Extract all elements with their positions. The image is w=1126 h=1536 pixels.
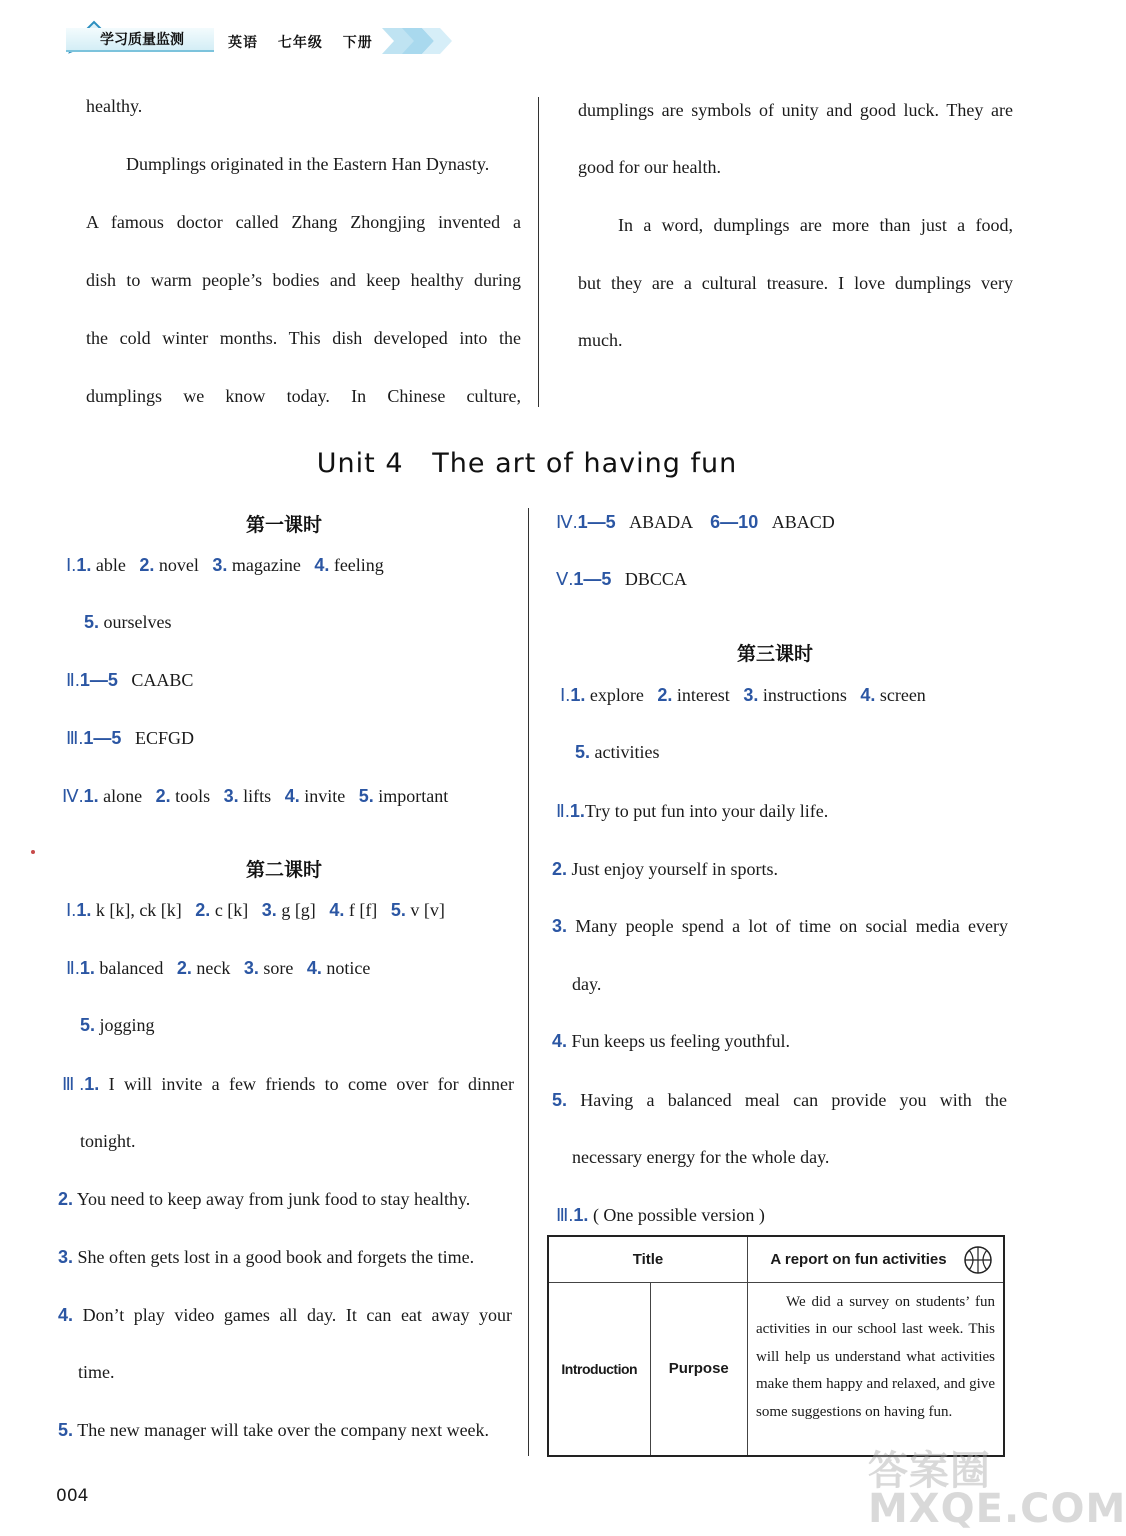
unit-title: Unit 4 The art of having fun — [316, 448, 738, 479]
stray-dot — [31, 850, 35, 854]
table-header-title: Title — [548, 1236, 748, 1282]
answer-line: 5. activities — [575, 742, 660, 762]
answer-line: Ⅴ.1—5 DBCCA — [556, 569, 687, 589]
answer-line: 4. Fun keeps us feeling youthful. — [552, 1031, 790, 1051]
answer-line: time. — [78, 1362, 115, 1382]
passage-line: the cold winter months. This dish developed into the — [86, 328, 521, 348]
answer-line: Ⅰ.1. able 2. novel 3. magazine 4. feeling — [66, 555, 384, 575]
passage-line: In a word, dumplings are more than just a food, — [618, 215, 1013, 235]
lesson-heading: 第三课时 — [737, 643, 814, 665]
answer-line: tonight. — [80, 1131, 136, 1151]
answer-line: 4. Don’t play video games all day. It can eat away your — [58, 1305, 513, 1325]
answer-line: 5. Having a balanced meal can provide you with the — [552, 1090, 1007, 1110]
volume-label: 下册 — [342, 35, 373, 51]
answer-line: day. — [572, 974, 602, 994]
passage-line: A famous doctor called Zhang Zhongjing invented a — [86, 212, 521, 232]
answer-line: Ⅲ.1—5 ECFGD — [66, 728, 194, 748]
passage-line: healthy. — [86, 96, 143, 116]
header-meta — [228, 32, 387, 52]
answer-line: 2. You need to keep away from junk food to stay healthy. — [58, 1189, 471, 1209]
report-table — [547, 1235, 1005, 1457]
page-number: 004 — [56, 1486, 89, 1506]
column-divider — [538, 97, 539, 407]
answer-line: Ⅱ.1—5 CAABC — [66, 670, 194, 690]
answer-line: Ⅳ.1—5 ABADA 6—10 ABACD — [556, 512, 835, 532]
passage-line: good for our health. — [578, 157, 721, 177]
answer-line: 5. The new manager will take over the company next week. — [58, 1420, 490, 1440]
answer-line: Ⅳ.1. alone 2. tools 3. lifts 4. invite 5. important — [62, 786, 449, 806]
chevron-decoration-icon — [382, 26, 458, 56]
watermark: 答案圈 MXQE.COM — [868, 1448, 1126, 1532]
passage-line: dumplings we know today. In Chinese culture, — [86, 386, 521, 406]
grade-label: 七年级 — [277, 35, 323, 51]
table-header-value: A report on fun activities — [748, 1236, 1005, 1282]
answer-line: Ⅱ.1.Try to put fun into your daily life. — [556, 801, 829, 821]
answer-line: 3. She often gets lost in a good book and forgets the time. — [58, 1247, 475, 1267]
series-title: 学习质量监测 — [66, 28, 214, 52]
answer-line: 3. Many people spend a lot of time on social media every — [552, 916, 1008, 936]
answer-line: 5. jogging — [80, 1015, 155, 1035]
answer-line: necessary energy for the whole day. — [572, 1147, 830, 1167]
table-text: We did a survey on students’ fun activities in our school last week. This will help us understand what activities make them happy and relaxed, and give some suggestions on having fun. — [748, 1282, 1005, 1456]
answer-line: Ⅱ.1. balanced 2. neck 3. sore 4. notice — [66, 958, 371, 978]
answer-line: Ⅲ.1. I will invite a few friends to come over for dinner — [62, 1074, 514, 1094]
table-section-label: Introduction — [548, 1282, 650, 1456]
section-numeral: Ⅰ. — [66, 555, 77, 575]
subject-label: 英语 — [228, 35, 258, 51]
column-divider — [528, 508, 529, 1456]
answer-line: Ⅲ.1. ( One possible version ) — [556, 1205, 765, 1225]
lesson-heading: 第一课时 — [246, 514, 323, 536]
answer-line: 2. Just enjoy yourself in sports. — [552, 859, 779, 879]
passage-line: Dumplings originated in the Eastern Han Dynasty. — [126, 154, 490, 174]
passage-line: dish to warm people’s bodies and keep healthy during — [86, 270, 521, 290]
answer-line: Ⅰ.1. k [k], ck [k] 2. c [k] 3. g [g] 4. f [f] 5. v [v] — [66, 900, 445, 920]
answer-line: Ⅰ.1. explore 2. interest 3. instructions 4. screen — [560, 685, 926, 705]
answer-line: 5. ourselves — [84, 612, 172, 632]
passage-line: but they are a cultural treasure. I love dumplings very — [578, 273, 1013, 293]
lesson-heading: 第二课时 — [246, 859, 323, 881]
basketball-icon — [963, 1245, 993, 1275]
passage-line: dumplings are symbols of unity and good luck. They are — [578, 100, 1013, 120]
passage-line: much. — [578, 330, 623, 350]
table-sub-label: Purpose — [650, 1282, 748, 1456]
